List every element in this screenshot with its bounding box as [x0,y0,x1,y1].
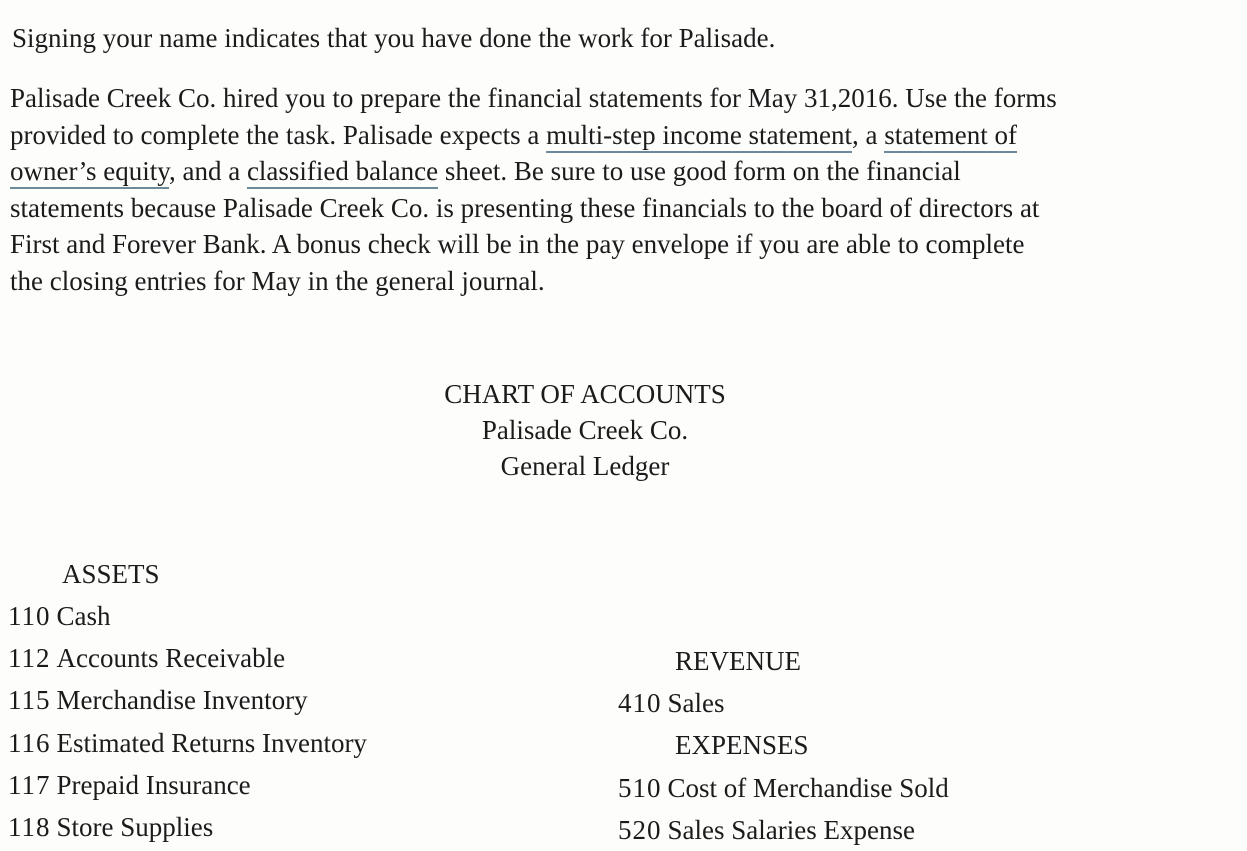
account-item [8,600,111,632]
account-number: 116 [8,728,51,758]
account-item [8,684,308,716]
instructions-paragraph [10,80,1230,299]
account-name: Cash [56,601,111,631]
paragraph-text: provided to complete the task. Palisade expects a [10,119,547,150]
account-item [618,687,725,719]
account-item [8,727,367,759]
underlined-multi-step-income-statement: multi-step income statement [546,120,852,153]
account-number: 520 [618,815,662,845]
paragraph-line: statements because Palisade Creek Co. is presenting these financials to the board of directors at [10,192,1040,223]
underlined-statement-of: statement of [884,120,1017,153]
assets-heading: ASSETS [62,559,160,589]
account-number: 112 [8,643,51,673]
account-number: 118 [8,812,51,842]
chart-of-accounts-title: CHART OF ACCOUNTS [444,379,726,409]
account-number: 410 [618,688,662,718]
paragraph-line: the closing entries for May in the general journal. [10,265,545,296]
account-name: Estimated Returns Inventory [56,728,367,758]
account-name: Sales Salaries Expense [667,815,915,845]
ledger-name: General Ledger [500,451,670,481]
company-name: Palisade Creek Co. [481,415,689,445]
paragraph-line [10,153,1230,190]
paragraph-text: sheet. Be sure to use good form on the financial [438,156,961,186]
account-name: Accounts Receivable [56,643,286,673]
account-number: 510 [618,773,662,803]
account-item [8,811,213,843]
account-item [618,772,949,804]
account-name: Store Supplies [56,812,214,842]
underlined-owners-equity: owner’s equity [10,156,169,189]
revenue-heading: REVENUE [675,646,801,676]
account-number: 115 [8,685,51,715]
account-item [8,769,251,801]
paragraph-line: Palisade Creek Co. hired you to prepare the financial statements for May 31,2016. Use the forms [10,83,1057,113]
underlined-classified-balance: classified balance [247,156,438,189]
intro-text: Signing your name indicates that you have done the work for Palisade. [12,23,776,53]
account-name: Sales [667,688,725,718]
expenses-heading: EXPENSES [675,730,809,760]
account-name: Prepaid Insurance [56,770,251,800]
account-number: 110 [8,601,51,631]
paragraph-line [10,117,1230,154]
account-name: Merchandise Inventory [56,685,308,715]
paragraph-text: , and a [168,156,247,186]
account-number: 117 [8,770,51,800]
paragraph-line: First and Forever Bank. A bonus check will be in the pay envelope if you are able to complete [10,229,1025,259]
account-item [618,814,915,846]
account-name: Cost of Merchandise Sold [667,773,949,803]
paragraph-text: , a [852,119,885,150]
account-item [8,642,285,674]
